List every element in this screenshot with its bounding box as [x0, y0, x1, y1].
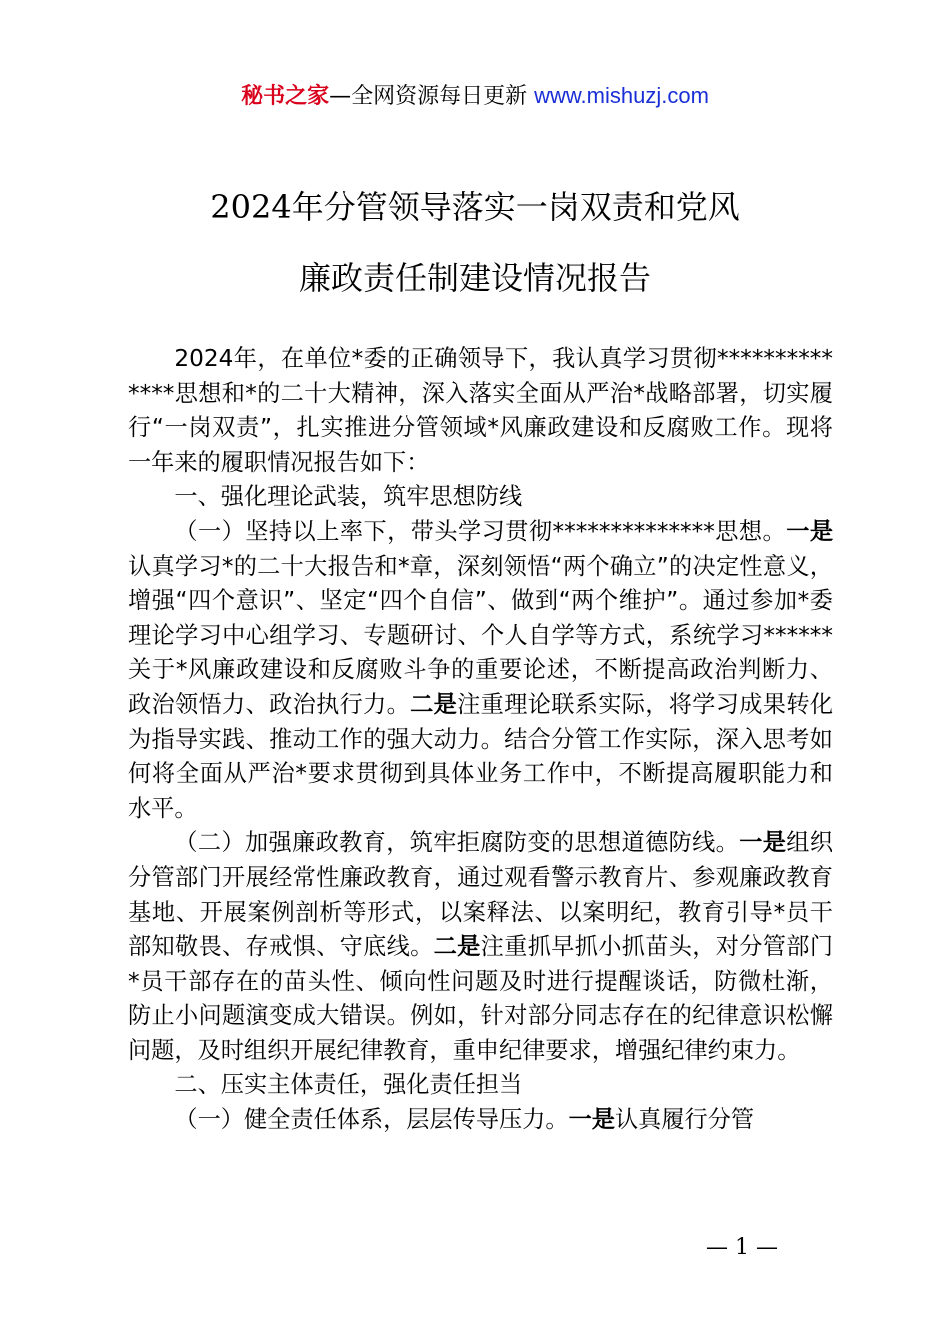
section-1-heading: 一、强化理论武装，筑牢思想防线: [174, 483, 523, 511]
banner-brand: 秘书之家: [241, 84, 330, 109]
section-1-2-paragraph: [128, 826, 833, 1068]
title-line-2: 廉政责任制建设情况报告: [298, 259, 651, 297]
section-2-heading: 二、压实主体责任，强化责任担当: [174, 1071, 523, 1099]
marker-second: 二是: [433, 933, 481, 961]
title-line-1: 2024年分管领导落实一岗双责和党风: [210, 188, 740, 226]
document-body: [128, 342, 833, 1138]
section-1-1-text-1: 认真学习*的二十大报告和*章，深刻领悟“两个确立”的决定性意义，增强“四个意识”、坚定“四个自信”、做到“两个维护”。通过参加*委理论学习中心组学习、专题研讨、个人自学等方式，系统学习******关于*风廉政建设和反腐败斗争的重要论述，不断提高政治判断力、政治领悟力、政治执行力。: [128, 552, 833, 718]
intro-paragraph: 2024年，在单位*委的正确领导下，我认真学习贯彻**************思想和*的二十大精神，深入落实全面从严治*战略部署，切实履行“一岗双责”，扎实推进分管领域*风廉政建设和反腐败工作。现将一年来的履职情况报告如下：: [128, 345, 833, 476]
banner-text: —全网资源每日更新: [329, 84, 535, 109]
section-2-1-paragraph: [128, 1103, 833, 1138]
section-1-1-paragraph: [128, 515, 833, 826]
site-banner: [0, 80, 950, 113]
section-1-2-lead: （二）加强廉政教育，筑牢拒腐防变的思想道德防线。: [174, 829, 740, 857]
marker-second: 二是: [410, 690, 458, 718]
page-number: — 1 —: [706, 1235, 778, 1260]
marker-first: 一是: [786, 517, 834, 545]
banner-url[interactable]: www.mishuzj.com: [534, 83, 709, 108]
section-1-2-text-1: 组织分管部门开展经常性廉政教育，通过观看警示教育片、参观廉政教育基地、开展案例剖析等形式，以案释法、以案明纪，教育引导*员干部知敬畏、存戒惧、守底线。: [128, 829, 834, 961]
section-1-1-lead: （一）坚持以上率下，带头学习贯彻**************思想。: [174, 517, 787, 545]
section-2-1-lead: （一）健全责任体系，层层传导压力。: [174, 1106, 569, 1134]
marker-first: 一是: [739, 829, 787, 857]
document-title: [0, 190, 950, 307]
section-1-2-text-2: 注重抓早抓小抓苗头，对分管部门*员干部存在的苗头性、倾向性问题及时进行提醒谈话，防微杜渐，防止小问题演变成大错误。例如，针对部分同志存在的纪律意识松懈问题，及时组织开展纪律教育，重申纪律要求，增强纪律约束力。: [128, 933, 834, 1064]
marker-first: 一是: [568, 1106, 615, 1134]
section-2-1-text-1: 认真履行分管: [614, 1106, 755, 1134]
section-1-1-text-2: 注重理论联系实际，将学习成果转化为指导实践、推动工作的强大动力。结合分管工作实际，深入思考如何将全面从严治*要求贯彻到具体业务工作中，不断提高履职能力和水平。: [128, 690, 834, 822]
